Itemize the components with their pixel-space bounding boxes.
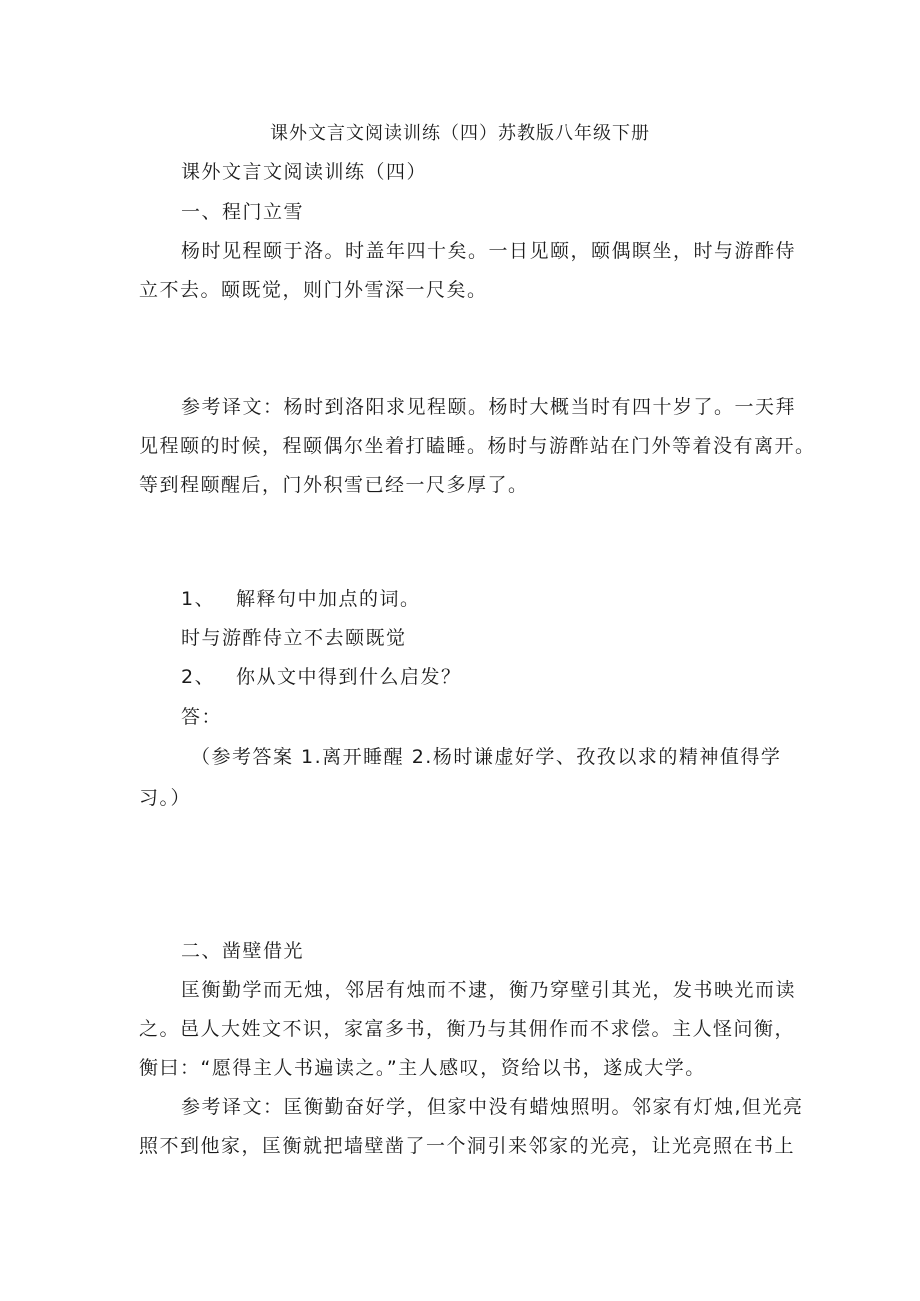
section-1-original-line: 杨时见程颐于洛。时盖年四十矣。一日见颐，颐偶瞑坐，时与游酢侍 — [181, 240, 797, 262]
question-2-text: 你从文中得到什么启发？ — [236, 666, 462, 688]
section-2-translation-line: 照不到他家，匡衡就把墙壁凿了一个洞引来邻家的光亮，让光亮照在书上 — [139, 1135, 796, 1157]
section-1-translation-line: 见程颐的时候，程颐偶尔坐着打瞌睡。杨时与游酢站在门外等着没有离开。 — [139, 435, 816, 457]
question-1-number: 1、 — [181, 588, 216, 610]
section-1-original-line: 立不去。颐既觉，则门外雪深一尺矣。 — [139, 279, 488, 301]
section-2-original-line: 匡衡勤学而无烛，邻居有烛而不逮，衡乃穿壁引其光，发书映光而读 — [181, 979, 797, 1001]
answer-line: 习。） — [139, 787, 192, 809]
section-2-heading: 二、凿壁借光 — [181, 940, 305, 962]
section-1-heading: 一、程门立雪 — [181, 201, 305, 223]
answer-line: （参考答案 1.离开睡醒 2.杨时谦虚好学、孜孜以求的精神值得学 — [191, 746, 782, 768]
section-1-translation-line: 等到程颐醒后，门外积雪已经一尺多厚了。 — [139, 474, 529, 496]
answer-label: 答： — [181, 706, 223, 728]
question-2-number: 2、 — [181, 666, 216, 688]
section-2-translation-line: 参考译文：匡衡勤奋好学，但家中没有蜡烛照明。邻家有灯烛,但光亮 — [181, 1096, 804, 1118]
section-1-translation-line: 参考译文：杨时到洛阳求见程颐。杨时大概当时有四十岁了。一天拜 — [181, 396, 797, 418]
question-1-text: 解释句中加点的词。 — [236, 588, 421, 610]
document-title: 课外文言文阅读训练（四）苏教版八年级下册 — [270, 123, 650, 144]
document-subtitle: 课外文言文阅读训练（四） — [181, 161, 428, 183]
question-1-sentence: 时与游酢侍立不去颐既觉 — [181, 627, 407, 649]
section-2-original-line: 衡曰：“愿得主人书遍读之。”主人感叹，资给以书，遂成大学。 — [139, 1057, 706, 1079]
section-2-original-line: 之。邑人大姓文不识，家富多书，衡乃与其佣作而不求偿。主人怪问衡， — [139, 1018, 796, 1040]
